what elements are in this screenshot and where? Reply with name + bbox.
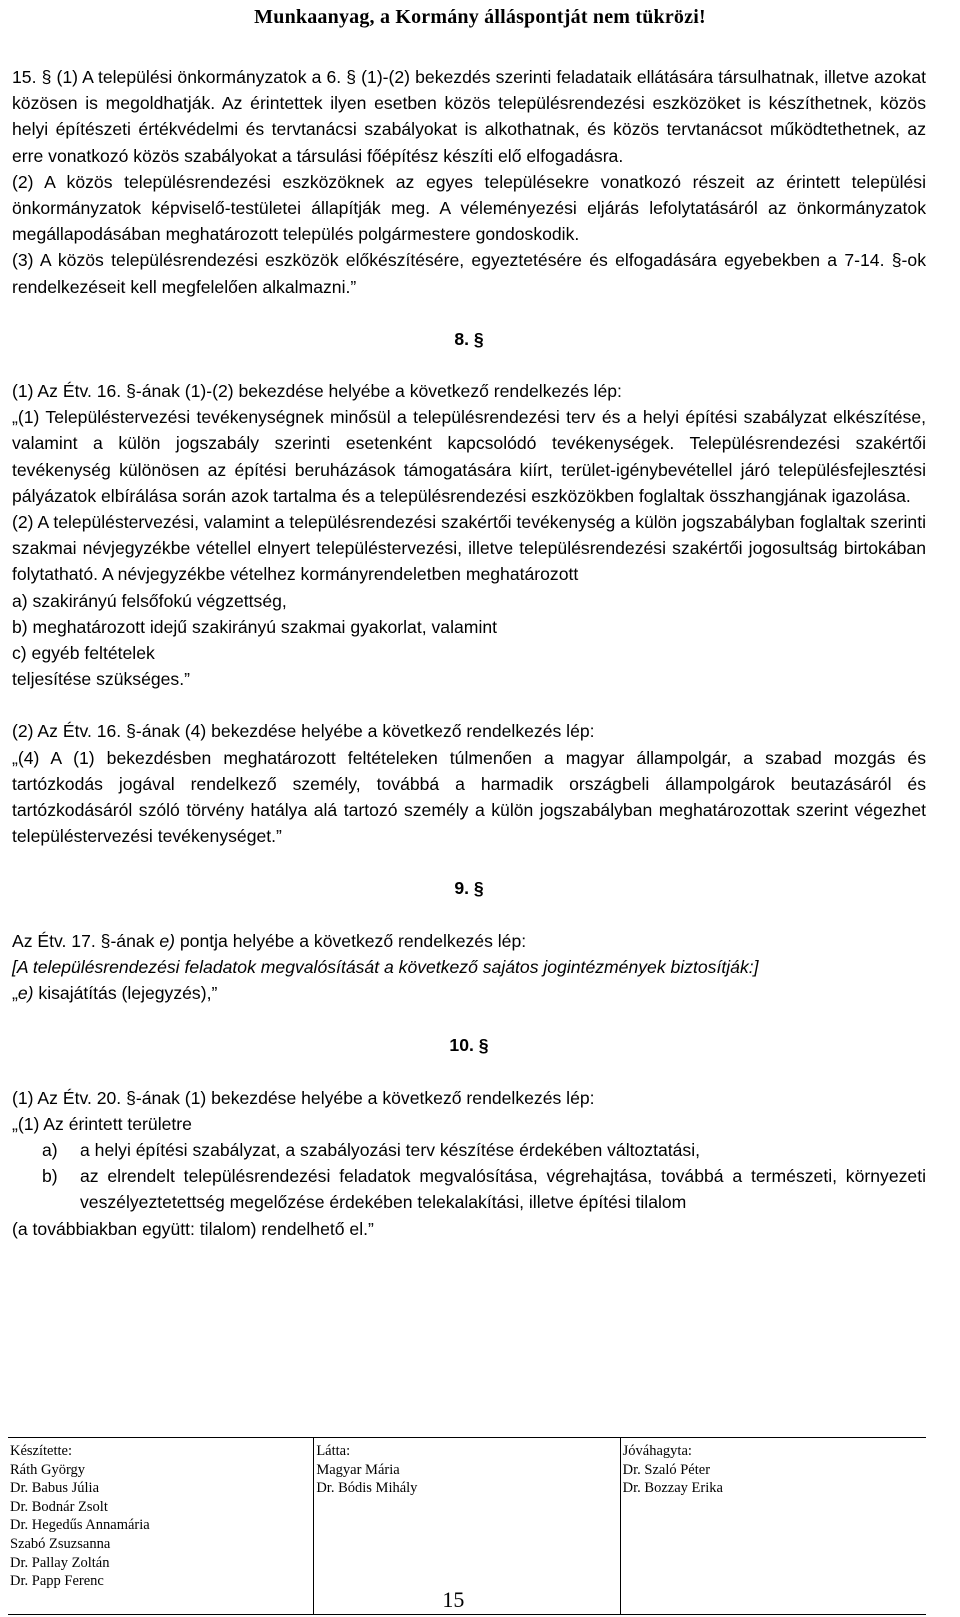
paragraph: „(1) Településtervezési tevékenységnek minősül a településrendezési terv és a helyi építési szabályzat elkészítése, valamint a külön jogszabály szerinti esetenként kapcsolódó tevékenységek. Településrendezési szakértői tevékenység különösen az építési beruházások támogatására kiírt, terület-igénybevétellel járó településfejlesztési pályázatok elbírálása során azok tartalma és a településrendezési eszközökben foglaltak összhangjának igazolása.: [12, 407, 926, 506]
paragraph: „(4) A (1) bekezdésben meghatározott feltételeken túlmenően a magyar állampolgár, a szabad mozgás és tartózkodás jogával rendelkező személy, továbbá a harmadik országbeli állampolgárok beutazásáról és tartózkodásáról szóló törvény hatálya alá tartozó személy a külön jogszabályban meghatározottak szerint végezhet településtervezési tevékenységet.”: [12, 747, 926, 847]
paragraph: [A településrendezési feladatok megvalósítását a következő sajátos jogintézmények biztosítják:]: [12, 956, 759, 977]
paragraph: (1) Az Étv. 20. §-ának (1) bekezdése helyébe a következő rendelkezés lép:: [12, 1087, 595, 1108]
paragraph: „e) kisajátítás (lejegyzés),”: [12, 983, 218, 1004]
page-number: 15: [442, 1587, 465, 1613]
paragraph: (a továbbiakban együtt: tilalom) rendelhető el.”: [12, 1218, 374, 1239]
signature-table: [8, 1437, 926, 1615]
list-item: b) meghatározott idejű szakirányú szakmai gyakorlat, valamint: [12, 616, 498, 637]
approved-by-column: Jóváhagyta: Dr. Szaló Péter Dr. Bozzay Erika: [620, 1438, 926, 1614]
paragraph: (2) A településtervezési, valamint a településrendezési szakértői tevékenység a külön jogszabályban foglaltak szerinti szakmai névjegyzékbe vétellel elnyert településtervezési, illetve településrendezési szakértői jogosultság birtokában folytatható. A névjegyzékbe vételhez kormányrendeletben meghatározott: [12, 512, 926, 585]
section-heading: 10. §: [449, 1035, 489, 1056]
section-heading: 8. §: [454, 328, 484, 349]
paragraph: (1) Az Étv. 16. §-ának (1)-(2) bekezdése helyébe a következő rendelkezés lép:: [12, 381, 622, 402]
paragraph: Az Étv. 17. §-ának e) pontja helyébe a következő rendelkezés lép:: [12, 930, 527, 951]
prepared-by-column: Készítette: Ráth György Dr. Babus Júlia Dr. Bodnár Zsolt Dr. Hegedűs Annamária Szabó Zsuzsanna Dr. Pallay Zoltán Dr. Papp Ferenc: [10, 1443, 150, 1590]
list-item: b) az elrendelt településrendezési feladatok megvalósítása, végrehajtása, továbbá a természeti, környezeti veszélyeztetettség megelőzése érdekében telekalakítási, illetve építési tilalom: [42, 1166, 926, 1213]
paragraph: „(1) Az érintett területre: [12, 1113, 192, 1134]
paragraph: (3) A közös településrendezési eszközök előkészítésére, egyeztetésére és elfogadására egyebekben a 7-14. §-ok rendelkezéseit kell megfelelően alkalmazni.”: [12, 250, 926, 297]
section-heading: 9. §: [454, 878, 484, 899]
list-item: a) szakirányú felsőfokú végzettség,: [12, 590, 287, 611]
page-header: Munkaanyag, a Kormány álláspontját nem tükrözi!: [254, 6, 706, 28]
paragraph: teljesítése szükséges.”: [12, 669, 190, 690]
paragraph: (2) A közös településrendezési eszközöknek az egyes településekre vonatkozó részeit az érintett települési önkormányzatok képviselő-testületei állapítják meg. A véleményezési eljárás lefolytatásáról az önkormányzatok megállapodásában meghatározott település polgármestere gondoskodik.: [12, 171, 926, 245]
seen-by-column: Látta: Magyar Mária Dr. Bódis Mihály 15: [313, 1438, 619, 1614]
list-item: c) egyéb feltételek: [12, 643, 155, 664]
list-item: a) a helyi építési szabályzat, a szabályozási terv készítése érdekében változtatási,: [42, 1139, 701, 1160]
document-body: [12, 64, 926, 1242]
paragraph: (2) Az Étv. 16. §-ának (4) bekezdése helyébe a következő rendelkezés lép:: [12, 721, 595, 742]
paragraph: 15. § (1) A települési önkormányzatok a 6. § (1)-(2) bekezdés szerinti feladataik ellátására társulhatnak, illetve azokat közösen is megoldhatják. Az érintettek ilyen esetben közös településrendezési eszközöket is készíthetnek, közös helyi építészeti értékvédelmi és tervtanácsi szabályokat is alkothatnak, és közös tervtanácsot működtethetnek, az erre vonatkozó közös szabályokat a társulási főépítész készíti elő elfogadásra.: [12, 67, 926, 166]
